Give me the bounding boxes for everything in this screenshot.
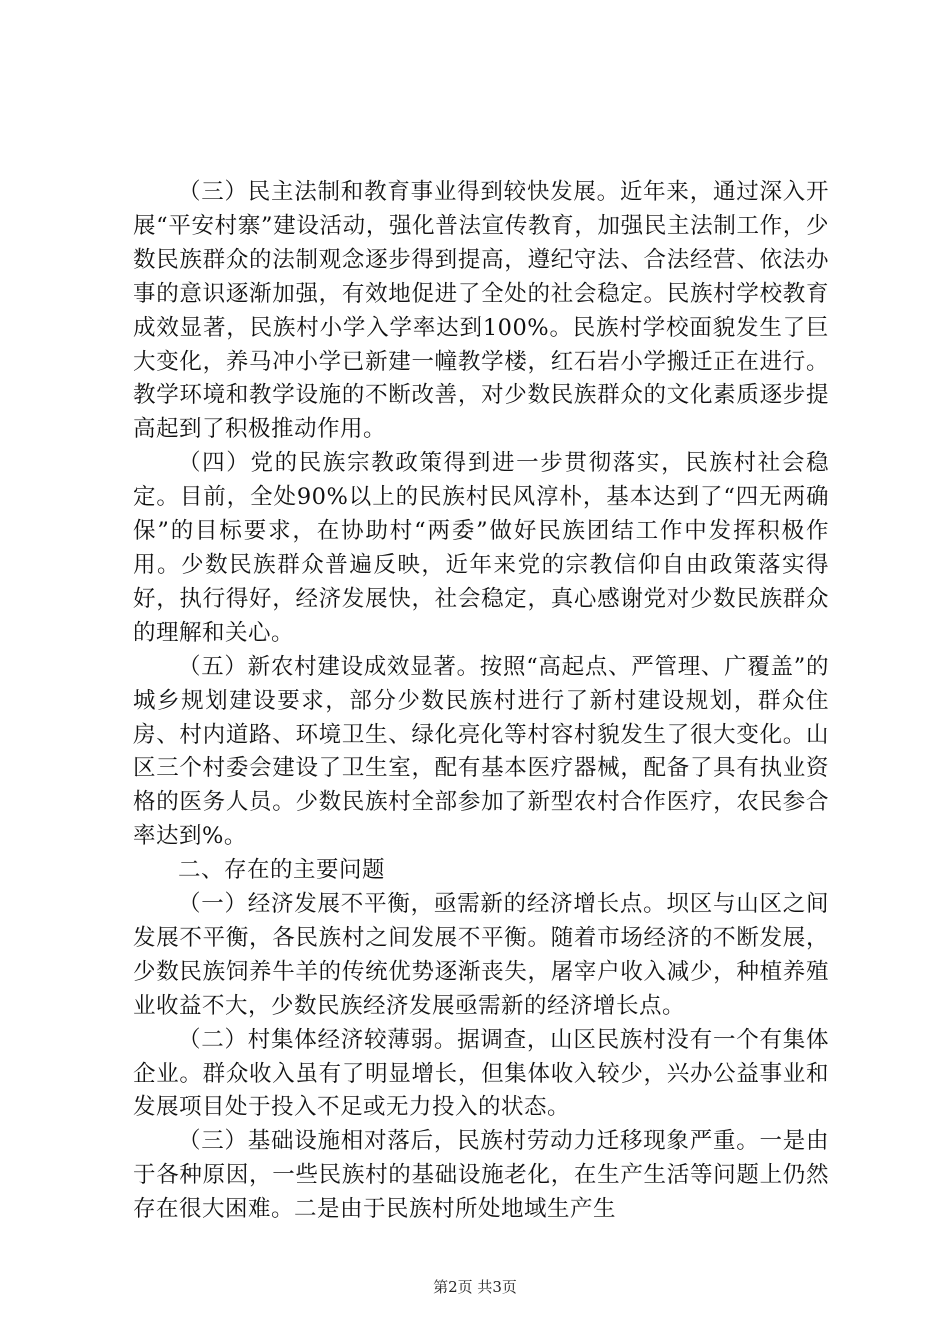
page-footer: 第2页 共3页: [433, 1278, 517, 1296]
section-heading: 二、存在的主要问题: [178, 857, 386, 884]
paragraph-new-countryside: （五）新农村建设成效显著。按照“高起点、严管理、广覆盖”的城乡规划建设要求，部分少数民族村进行了新村建设规划，群众住房、村内道路、环境卫生、绿化亮化等村容村貌发生了很大变化。山区三个村委会建设了卫生室，配有基本医疗器械，配备了具有执业资格的医务人员。少数民族村全部参加了新型农村合作医疗，农民参合率达到%。: [133, 653, 829, 850]
document-body: [133, 176, 829, 1227]
paragraph-problem-collective: （二）村集体经济较薄弱。据调查，山区民族村没有一个有集体企业。群众收入虽有了明显增长，但集体收入较少，兴办公益事业和发展项目处于投入不足或无力投入的状态。: [133, 1026, 829, 1121]
paragraph-democracy-education: （三）民主法制和教育事业得到较快发展。近年来，通过深入开展“平安村寨”建设活动，强化普法宣传教育，加强民主法制工作，少数民族群众的法制观念逐步得到提高，遵纪守法、合法经营、依法办事的意识逐渐加强，有效地促进了全处的社会稳定。民族村学校教育成效显著，民族村小学入学率达到100%。民族村学校面貌发生了巨大变化，养马冲小学已新建一幢教学楼，红石岩小学搬迁正在进行。教学环境和教学设施的不断改善，对少数民族群众的文化素质逐步提高起到了积极推动作用。: [133, 179, 829, 443]
paragraph-ethnic-policy: （四）党的民族宗教政策得到进一步贯彻落实，民族村社会稳定。目前，全处90%以上的民族村民风淳朴，基本达到了“四无两确保”的目标要求，在协助村“两委”做好民族团结工作中发挥积极作用。少数民族群众普遍反映，近年来党的宗教信仰自由政策落实得好，执行得好，经济发展快，社会稳定，真心感谢党对少数民族群众的理解和关心。: [133, 450, 829, 646]
paragraph-problem-economy: （一）经济发展不平衡，亟需新的经济增长点。坝区与山区之间发展不平衡，各民族村之间发展不平衡。随着市场经济的不断发展，少数民族饲养牛羊的传统优势逐渐丧失，屠宰户收入减少，种植养殖业收益不大，少数民族经济发展亟需新的经济增长点。: [133, 891, 829, 1019]
paragraph-problem-infrastructure: （三）基础设施相对落后，民族村劳动力迁移现象严重。一是由于各种原因，一些民族村的基础设施老化，在生产生活等问题上仍然存在很大困难。二是由于民族村所处地域生产生: [133, 1128, 829, 1223]
